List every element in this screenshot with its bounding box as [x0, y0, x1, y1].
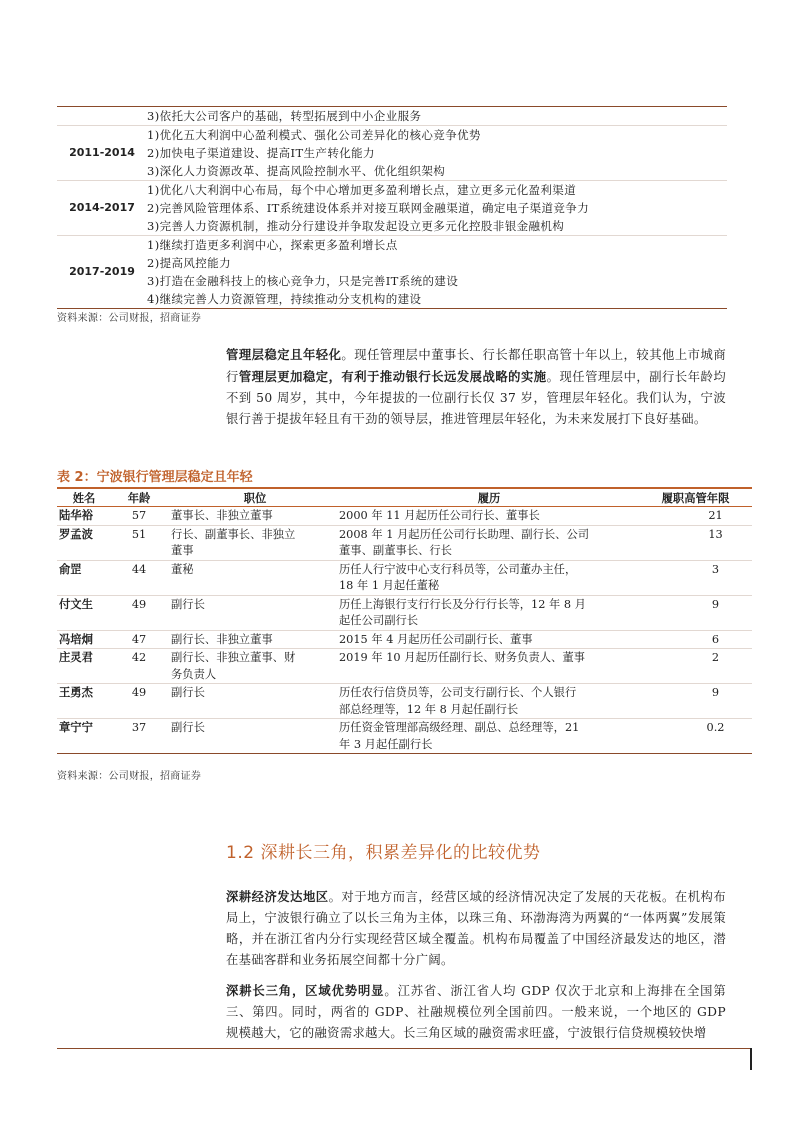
- header-resume: 履历: [477, 491, 501, 505]
- strategy-period: 2011-2014: [69, 146, 135, 159]
- header-age: 年龄: [127, 491, 151, 505]
- cell-years: 2: [711, 651, 720, 664]
- para1-emphasis: 管理层更加稳定，有利于推动银行长远发展战略的实施: [238, 369, 547, 384]
- cell-position: [169, 650, 339, 683]
- cell-resume: [339, 632, 639, 649]
- strategy-row: [57, 126, 727, 181]
- cell-name: 章宁宁: [59, 721, 93, 734]
- strategy-item: 1)优化五大利润中心盈利模式、强化公司差异化的核心竞争优势: [147, 128, 481, 142]
- cell-name: 冯培炯: [59, 632, 93, 646]
- cell-age: 47: [131, 632, 147, 646]
- cell-resume-line: 历任资金管理部高级经理、副总、总经理等，21: [339, 721, 580, 734]
- table2-title: 表 2：宁波银行管理层稳定且年轻: [57, 470, 253, 485]
- cell-position-line: 副行长: [171, 686, 205, 699]
- header-years: 履职高管年限: [661, 491, 730, 505]
- cell-age: 49: [131, 597, 147, 611]
- cell-resume: [339, 685, 639, 718]
- strategy-item: 2)提高风控能力: [147, 256, 232, 270]
- table-row: [57, 684, 752, 719]
- cell-position-line: 务负责人: [171, 667, 217, 681]
- section-title: 1.2 深耕长三角，积累差异化的比较优势: [226, 843, 541, 863]
- strategy-item: 3)打造在金融科技上的核心竞争力，只是完善IT系统的建设: [147, 274, 459, 288]
- cell-position: [169, 562, 339, 595]
- strategy-item: 1)继续打造更多利润中心，探索更多盈利增长点: [147, 238, 398, 252]
- management-table: [57, 487, 752, 754]
- cell-resume-line: 历任人行宁波中心支行科员等，公司董办主任，: [339, 562, 577, 576]
- cell-resume: [339, 597, 639, 630]
- strategy-item: 2)完善风险管理体系、IT系统建设体系并对接互联网金融渠道，确定电子渠道竞争力: [147, 201, 590, 215]
- cell-years: 0.2: [706, 721, 725, 734]
- cell-resume-line: 2019 年 10 月起历任副行长、财务负责人、董事: [339, 651, 585, 664]
- cell-name: 俞罡: [59, 562, 82, 576]
- cell-years: 3: [711, 562, 720, 576]
- cell-years: 6: [711, 632, 720, 646]
- cell-position-line: 副行长: [171, 597, 205, 611]
- cell-name: 王勇杰: [59, 686, 93, 699]
- cell-position-line: 副行长: [171, 721, 205, 734]
- cell-resume: [339, 562, 639, 595]
- strategy-row: [57, 236, 727, 309]
- table-row: [57, 631, 752, 650]
- cell-years: 13: [708, 527, 723, 541]
- cell-position: [169, 720, 339, 753]
- table-row: [57, 596, 752, 631]
- cell-position: [169, 632, 339, 649]
- table-row: [57, 719, 752, 754]
- cell-resume-line: 2000 年 11 月起历任公司行长、董事长: [339, 509, 540, 522]
- strategy-item: 1)优化八大利润中心布局，每个中心增加更多盈利增长点，建立更多元化盈利渠道: [147, 183, 577, 197]
- cell-position-line: 副行长、非独立董事、财: [171, 651, 296, 664]
- cell-position: [169, 597, 339, 630]
- strategy-period: 2014-2017: [69, 201, 135, 214]
- source-note-2: 资料来源：公司财报，招商证券: [57, 771, 202, 782]
- table-row: [57, 561, 752, 596]
- strategy-items: [147, 236, 727, 308]
- strategy-period: [57, 107, 147, 125]
- table-row: [57, 507, 752, 526]
- cell-resume-line: 18 年 1 月起任董秘: [339, 579, 440, 592]
- cell-position-line: 董事: [171, 544, 194, 557]
- para3-lead: 深耕长三角，区域优势明显: [226, 983, 385, 998]
- cell-position-line: 副行长、非独立董事: [171, 632, 273, 646]
- cell-years: 9: [711, 597, 720, 611]
- para1-text-2: 。现任管理层中，副行长年龄均不到 50 周岁，其中，今年提拔的一位副行长仅 37 岁，管理层年轻化。我们认为，宁波银行善于提拔年轻且有干劲的领导层，推进管理层年轻化，为未来发展打下良好基础。: [226, 370, 726, 426]
- header-position: 职位: [243, 491, 267, 505]
- cell-position: [169, 685, 339, 718]
- cell-years: 21: [708, 509, 723, 522]
- cell-age: 51: [131, 527, 147, 541]
- cell-name: 罗孟波: [59, 527, 93, 541]
- source-note-1: 资料来源：公司财报，招商证券: [57, 313, 202, 324]
- cell-resume: [339, 527, 639, 560]
- cell-position-line: 董秘: [171, 562, 194, 576]
- strategy-item: 3)完善人力资源机制，推动分行建设并争取发起设立更多元化控股非银金融机构: [147, 219, 565, 233]
- strategy-row: [57, 181, 727, 236]
- cell-resume-line: 年 3 月起任副行长: [339, 737, 433, 751]
- cell-position: [169, 527, 339, 560]
- cell-resume-line: 董事、副董事长、行长: [339, 544, 452, 557]
- cell-position: [169, 508, 339, 525]
- strategy-item: 3)依托大公司客户的基础，转型拓展到中小企业服务: [147, 109, 422, 123]
- cell-age: 49: [131, 686, 147, 699]
- footer-bar: [750, 1048, 752, 1070]
- cell-resume: [339, 650, 639, 683]
- cell-resume-line: 2008 年 1 月起历任公司行长助理、副行长、公司: [339, 527, 590, 541]
- strategy-item: 2)加快电子渠道建设、提高IT生产转化能力: [147, 146, 375, 160]
- cell-name: 庄灵君: [59, 651, 93, 664]
- strategy-row: [57, 107, 727, 126]
- table-row: [57, 649, 752, 684]
- cell-position-line: 行长、副董事长、非独立: [171, 527, 296, 541]
- management-table-header: [57, 487, 752, 507]
- strategy-item: 4)继续完善人力资源管理，持续推动分支机构的建设: [147, 292, 422, 306]
- cell-age: 42: [131, 651, 147, 664]
- strategy-period: 2017-2019: [69, 265, 135, 278]
- cell-name: 陆华裕: [59, 509, 93, 522]
- cell-resume-line: 起任公司副行长: [339, 614, 419, 627]
- cell-age: 44: [131, 562, 147, 576]
- cell-resume-line: 历任农行信贷员等，公司支行副行长、个人银行: [339, 686, 577, 699]
- cell-resume-line: 部总经理等，12 年 8 月起任副行长: [339, 702, 519, 716]
- para3-text: 。江苏省、浙江省人均 GDP 仅次于北京和上海排在全国第三、第四。同时，两省的 GDP、社融规模位列全国前四。一般来说，一个地区的 GDP 规模越大，它的融资需求越大。长三角区域的融资需求旺盛，宁波银行信贷规模较快增: [226, 984, 726, 1040]
- strategy-item: 3)深化人力资源改革、提高风险控制水平、优化组织架构: [147, 164, 446, 178]
- strategy-items: [147, 107, 727, 125]
- paragraph-yrd: [226, 980, 726, 1044]
- strategy-items: [147, 126, 727, 180]
- paragraph-management: [226, 344, 726, 430]
- para1-lead: 管理层稳定且年轻化: [226, 347, 342, 362]
- header-name: 姓名: [72, 491, 96, 505]
- cell-resume: [339, 720, 639, 753]
- cell-resume-line: 2015 年 4 月起历任公司副行长、董事: [339, 632, 533, 646]
- paragraph-regions: [226, 886, 726, 971]
- para2-lead: 深耕经济发达地区: [226, 889, 329, 904]
- cell-resume-line: 历任上海银行支行行长及分行行长等，12 年 8 月: [339, 597, 586, 611]
- footer-rule: [57, 1048, 752, 1049]
- cell-age: 37: [131, 721, 147, 734]
- cell-name: 付文生: [59, 597, 93, 611]
- para2-text: 。对于地方而言，经营区域的经济情况决定了发展的天花板。在机构布局上，宁波银行确立了以长三角为主体，以珠三角、环渤海湾为两翼的“一体两翼”发展策略，并在浙江省内分行实现经营区域全覆盖。机构布局覆盖了中国经济最发达的地区，潜在基础客群和业务拓展空间都十分广阔。: [226, 890, 726, 967]
- strategy-items: [147, 181, 727, 235]
- cell-years: 9: [711, 686, 720, 699]
- para1-text: 。现任管理层中董事长、行长都任职高管十年以上，较其他上市城商行: [226, 348, 726, 384]
- cell-position-line: 董事长、非独立董事: [171, 509, 273, 522]
- cell-age: 57: [131, 509, 147, 522]
- cell-resume: [339, 508, 639, 525]
- table-row: [57, 526, 752, 561]
- strategy-table: [57, 107, 727, 309]
